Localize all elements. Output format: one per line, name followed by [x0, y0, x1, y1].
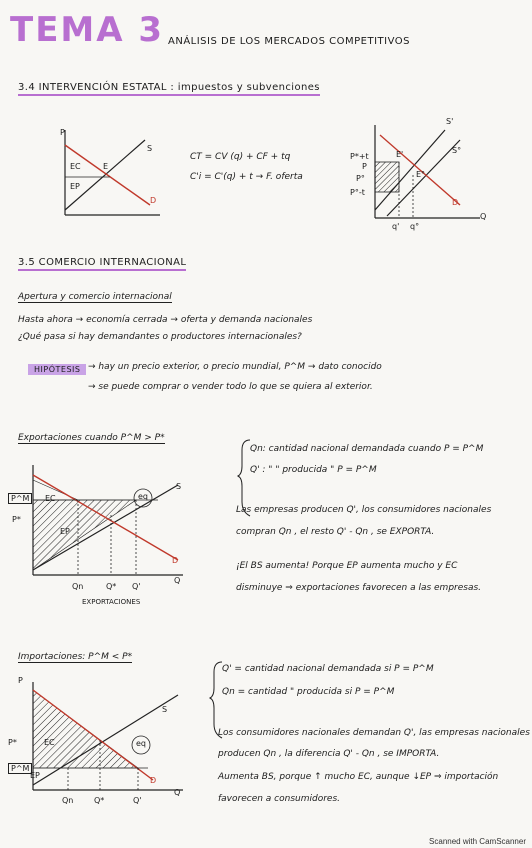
text-line-1: Hasta ahora → economía cerrada → oferta y demanda nacionales [18, 315, 313, 325]
eq-label: E [103, 162, 109, 171]
label-q: Q [480, 212, 487, 221]
exports-text-1: Las empresas producen Q', los consumidores nacionales [236, 505, 492, 515]
label-qn: Qn [62, 796, 74, 805]
ep-label: EP [70, 182, 80, 191]
subheading-apertura: Apertura y comercio internacional [18, 292, 172, 302]
label-q1: q' [392, 222, 400, 231]
label-e1: E' [396, 150, 404, 159]
ec-label: EC [70, 162, 81, 171]
label-p: P [18, 676, 23, 685]
cost-equation: CT = CV (q) + CF + tq [190, 152, 291, 162]
hipotesis-badge: HIPÓTESIS [28, 364, 86, 375]
hipotesis-1: → hay un precio exterior, o precio mundial, P^M → dato conocido [88, 362, 382, 372]
label-ec: EC [44, 738, 55, 747]
label-ep: EP [60, 527, 70, 536]
label-q1: Q' [133, 796, 142, 805]
label-q: Q [174, 576, 181, 585]
exports-text-4: disminuye ⇒ exportaciones favorecen a las empresas. [236, 583, 482, 593]
page-title: TEMA 3 [10, 10, 165, 50]
label-p: P [362, 162, 367, 171]
label-s: S [162, 705, 168, 714]
label-exportaciones: EXPORTACIONES [82, 598, 141, 606]
supply-line [65, 140, 145, 210]
label-po: P° [356, 174, 365, 183]
imports-text-4: favorecen a consumidores. [218, 794, 341, 804]
label-eq: eq [138, 492, 148, 501]
label-qstar: Q* [94, 796, 105, 805]
imports-text-1: Los consumidores nacionales demandan Q', las empresas nacionales [218, 728, 530, 738]
imports-def-1: Q' = cantidad nacional demandada si P = P^M [222, 664, 434, 674]
label-pm: P^M [8, 493, 32, 504]
tax-graph-1 [55, 125, 165, 225]
supply-label: S [147, 144, 153, 153]
label-s0: S° [452, 146, 462, 155]
label-pstar: P* [8, 738, 17, 747]
scanner-footer: Scanned with CamScanner [429, 837, 526, 846]
imports-text-3: Aumenta BS, porque ↑ mucho EC, aunque ↓EP ⇒ importación [218, 772, 499, 782]
exports-heading: Exportaciones cuando P^M > P* [18, 433, 165, 443]
label-pt: P*+t [350, 152, 369, 161]
label-e0: E° [416, 170, 426, 179]
label-qn: Qn [72, 582, 84, 591]
exports-def-1: Qn: cantidad nacional demandada cuando P = P^M [250, 444, 484, 454]
label-q: Q [174, 788, 181, 797]
text-line-2: ¿Qué pasa si hay demandantes o productores internacionales? [18, 332, 302, 342]
label-s: S [176, 482, 182, 491]
imports-def-2: Qn = cantidad " producida si P = P^M [222, 687, 395, 697]
label-qstar: Q* [106, 582, 117, 591]
label-d: D [150, 776, 157, 785]
demand-label: D [150, 196, 157, 205]
label-s1: S' [446, 117, 454, 126]
demand-line [65, 144, 153, 205]
label-d2: D [452, 198, 459, 207]
label-pt2: P°-t [350, 188, 365, 197]
page-subtitle: ANÁLISIS DE LOS MERCADOS COMPETITIVOS [168, 36, 410, 47]
exports-def-2: Q' : " " producida " P = P^M [250, 465, 377, 475]
hipotesis-2: → se puede comprar o vender todo lo que se quiera al exterior. [88, 382, 373, 392]
supply-equation: C'i = C'(q) + t → F. oferta [190, 172, 303, 182]
exports-graph [28, 460, 188, 585]
label-pstar: P* [12, 515, 21, 524]
label-q0: q° [410, 222, 420, 231]
exports-text-3: ¡El BS aumenta! Porque EP aumenta mucho y EC [236, 561, 458, 571]
label-pm: P^M [8, 763, 32, 774]
imports-text-2: producen Qn , la diferencia Q' - Qn , se IMPORTA. [218, 749, 440, 759]
axis-p: P [60, 128, 65, 137]
exports-text-2: compran Qn , el resto Q' - Qn , se EXPORTA. [236, 527, 435, 537]
section-heading-35: 3.5 COMERCIO INTERNACIONAL [18, 257, 186, 271]
imports-heading: Importaciones: P^M < P* [18, 652, 133, 662]
label-q1: Q' [132, 582, 141, 591]
label-d: D [172, 556, 179, 565]
section-heading-34: 3.4 INTERVENCIÓN ESTATAL : impuestos y subvenciones [18, 82, 320, 96]
label-ep: EP [30, 771, 40, 780]
label-ec: EC [45, 494, 56, 503]
label-eq: eq [136, 739, 146, 748]
